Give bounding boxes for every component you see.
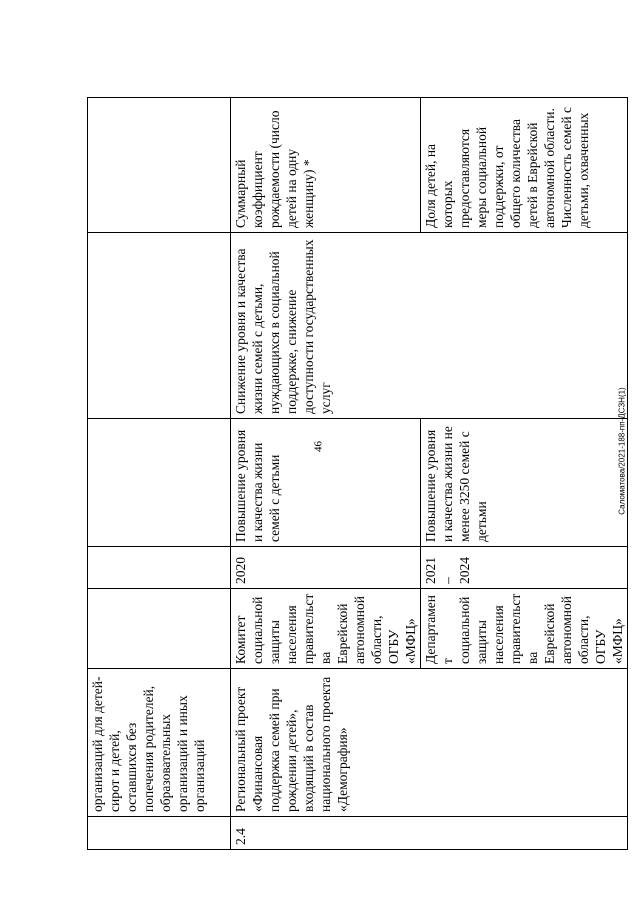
cell-goal	[88, 233, 231, 419]
cell-result	[88, 419, 231, 547]
document-id-text: Саломатова/2021-188-пп-ДСЗН(1)	[617, 387, 627, 515]
cell-result: Повышение уровня и качества жизни семей с детьми	[231, 419, 421, 547]
cell-year: 2020	[231, 547, 421, 589]
cell-goal: Снижение уровня и качества жизни семей с детьми, нуждающихся в социальной поддержке, снижение доступности государственных услуг	[231, 233, 628, 419]
cell-measure-name: организаций для детей-сирот и детей, оставшихся без попечения родителей, образовательных организаций и иных организаций	[88, 669, 231, 817]
cell-indicator: Доля детей, на которых предоставляются меры социальной поддержки, от общего количества детей в Еврейской автономной области. Численность семей с детьми, охваченных	[421, 98, 628, 233]
cell-executor	[88, 589, 231, 669]
program-measures-table	[87, 97, 628, 850]
cell-measure-name: Региональный проект «Финансовая поддержка семей при рождении детей», входящий в состав национального проекта «Демография»	[231, 669, 628, 817]
cell-indicator: Суммарный коэффициент рождаемости (число детей на одну женщину) *	[231, 98, 421, 233]
cell-year	[88, 547, 231, 589]
table-row-2-4-a	[231, 98, 421, 850]
cell-executor: Департамент социальной защиты населения правительства Еврейской автономной области, ОГБУ «МФЦ»	[421, 589, 628, 669]
cell-num	[88, 817, 231, 850]
cell-num: 2.4	[231, 817, 628, 850]
page-number: 46	[312, 441, 325, 452]
cell-result: Повышение уровня и качества жизни не менее 3250 семей с детьми	[421, 419, 628, 547]
cell-year: 2021 – 2024	[421, 547, 628, 589]
cell-executor: Комитет социальной защиты населения правительства Еврейской автономной области, ОГБУ «МФЦ»	[231, 589, 421, 669]
cell-indicator	[88, 98, 231, 233]
table-row-continuation	[88, 98, 231, 850]
